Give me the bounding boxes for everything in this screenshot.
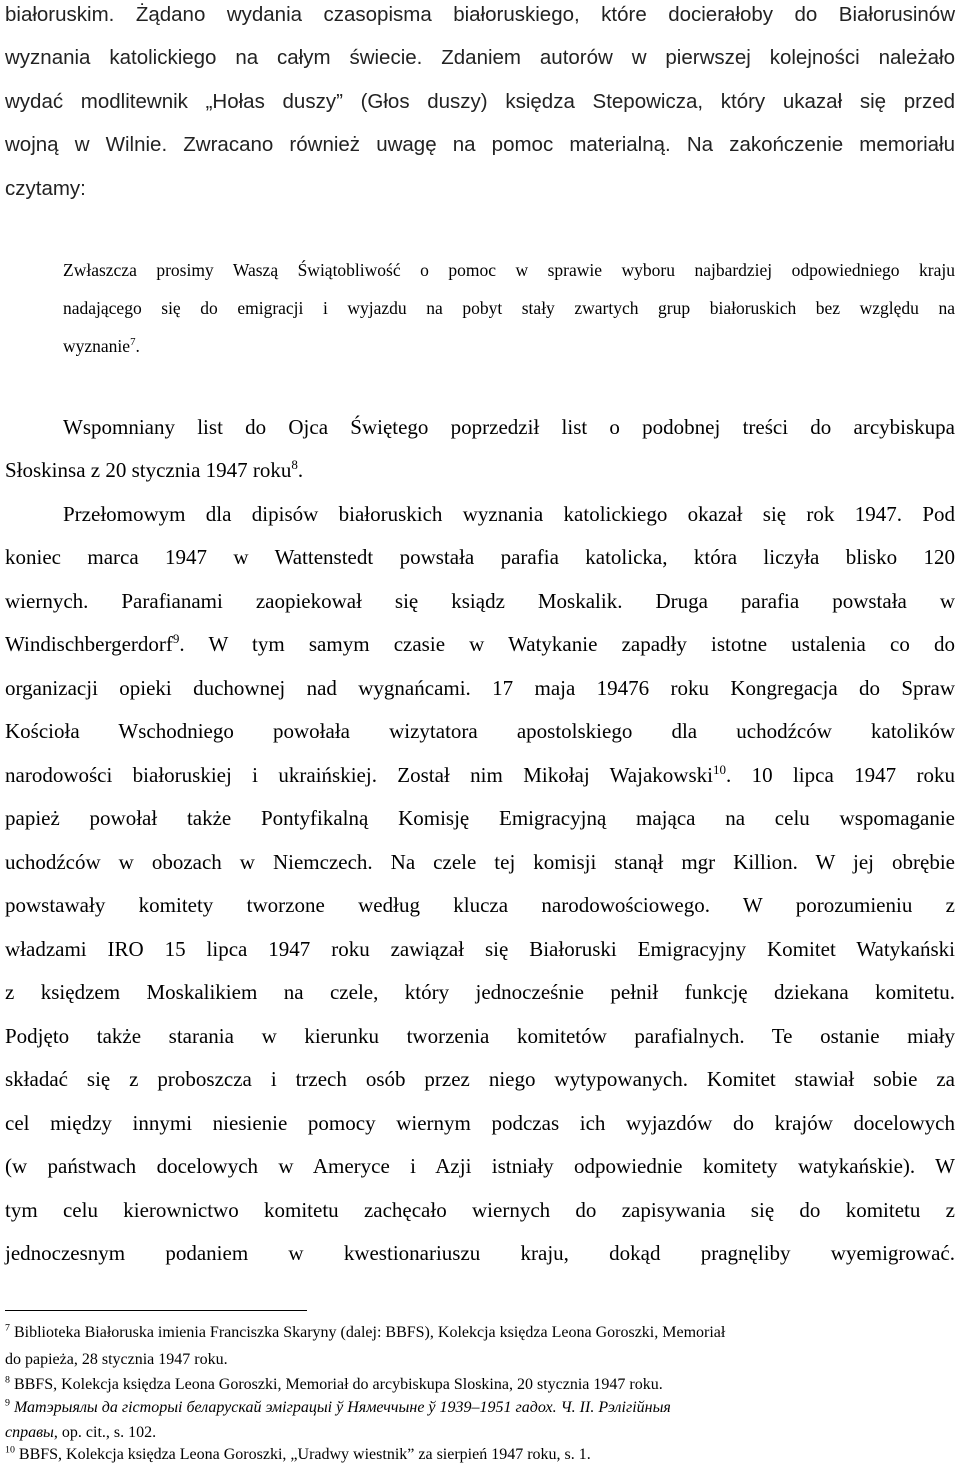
paragraph-3-line: Podjęto także starania w kierunku tworzenia komitetów parafialnych. Te ostanie miały (5, 1024, 955, 1048)
footnote-ref: 7 (130, 336, 136, 349)
footnote-text: Biblioteka Białoruska imienia Franciszka Skaryny (dalej: BBFS), Kolekcja księdza Leona Goroszki, Memoriał (13, 1324, 726, 1341)
footnote-7-continued: do papieża, 28 stycznia 1947 roku. (5, 1351, 228, 1368)
paragraph-3-line: powstawały komitety tworzone według klucza narodowościowego. W porozumieniu z (5, 893, 955, 917)
footnote-text: BBFS, Kolekcja księdza Leona Goroszki, „Uradwy wiestnik” za sierpień 1947 roku, s. 1. (18, 1446, 591, 1463)
footnote-text-italic: справы (5, 1424, 54, 1441)
paragraph-3-line: koniec marca 1947 w Wattenstedt powstała parafia katolicka, która liczyła blisko 120 (5, 545, 955, 569)
paragraph-3-line: (w państwach docelowych w Ameryce i Azji istniały odpowiednie komitety watykańskie). W (5, 1154, 955, 1178)
paragraph-3-line: składać się z proboszcza i trzech osób przez niego wytypowanych. Komitet stawiał sobie za (5, 1067, 955, 1091)
paragraph-1-line: wojną w Wilnie. Zwracano również uwagę na pomoc materialną. Na zakończenie memoriału (5, 133, 955, 156)
quote-end: . (135, 336, 140, 356)
footnote-number: 7 (5, 1322, 10, 1334)
footnote-text: BBFS, Kolekcja księdza Leona Goroszki, Memoriał do arcybiskupa Sloskina, 20 stycznia 1947 roku. (13, 1376, 663, 1393)
text: narodowości białoruskiej i ukraińskiej. Został nim Mikołaj Wajakowski (5, 763, 713, 787)
paragraph-1-line: wydać modlitewnik „Hołas duszy” (Głos duszy) księdza Stepowicza, który ukazał się przed (5, 90, 955, 113)
paragraph-3-line: Kościoła Wschodniego powołała wizytatora apostolskiego dla uchodźców katolików (5, 719, 955, 743)
text: . W tym samym czasie w Watykanie zapadły istotne ustalenia co do (179, 632, 955, 656)
footnote-8 (5, 1376, 955, 1394)
text: . (297, 458, 304, 482)
footnote-9 (5, 1399, 955, 1417)
quote-text: wyznanie (63, 336, 131, 356)
paragraph-3-line: jednoczesnym podaniem w kwestionariuszu kraju, dokąd pragnęliby wyemigrować. (5, 1241, 955, 1265)
footnote-10 (5, 1446, 955, 1464)
paragraph-3-line: papież powołał także Pontyfikalną Komisję Emigracyjną mająca na celu wspomaganie (5, 806, 955, 830)
paragraph-3-line: tym celu kierownictwo komitetu zachęcało wiernych do zapisywania się do komitetu z (5, 1198, 955, 1222)
paragraph-3-line: organizacji opieki duchownej nad wygnańcami. 17 maja 19476 roku Kongregacja do Spraw (5, 676, 955, 700)
footnote-ref: 8 (291, 457, 298, 472)
paragraph-1-line: czytamy: (5, 177, 86, 200)
paragraph-1-line: białoruskim. Żądano wydania czasopisma białoruskiego, które docierałoby do Białorusinów (5, 3, 955, 26)
paragraph-3-line (5, 763, 955, 788)
footnote-separator (5, 1310, 307, 1311)
paragraph-3-line: władzami IRO 15 lipca 1947 roku zawiązał się Białoruski Emigracyjny Komitet Watykański (5, 937, 955, 961)
footnote-text-italic: Матэрыялы да гісторыі беларускай эміграцыі ў Нямеччыне ў 1939–1951 гадох. Ч. II. Рэлігійныя (13, 1399, 671, 1416)
paragraph-1-line: wyznania katolickiego na całym świecie. Zdaniem autorów w pierwszej kolejności należało (5, 46, 955, 69)
footnote-9-continued (5, 1424, 955, 1442)
footnote-7 (5, 1324, 955, 1342)
quote-line (63, 336, 955, 357)
paragraph-3-line: wiernych. Parafianami zaopiekował się ksiądz Moskalik. Druga parafia powstała w (5, 589, 955, 613)
paragraph-3-line: Przełomowym dla dipisów białoruskich wyznania katolickiego okazał się rok 1947. Pod (63, 502, 955, 526)
paragraph-2-line (5, 458, 955, 483)
paragraph-3-line: cel między innymi niesienie pomocy wiernym podczas ich wyjazdów do krajów docelowych (5, 1111, 955, 1135)
paragraph-3-line: z księdzem Moskalikiem na czele, który jednocześnie pełnił funkcję dziekana komitetu. (5, 980, 955, 1004)
footnote-text: , op. cit., s. 102. (53, 1424, 157, 1441)
text: Windischbergerdorf (5, 632, 173, 656)
paragraph-3-line (5, 632, 955, 657)
quote-line: nadającego się do emigracji i wyjazdu na pobyt stały zwartych grup białoruskich bez względu na (63, 298, 955, 318)
footnote-number: 9 (5, 1397, 10, 1409)
footnote-ref: 9 (172, 631, 180, 646)
footnote-number: 10 (5, 1444, 15, 1456)
text: . 10 lipca 1947 roku (725, 763, 955, 787)
text: Słoskinsa z 20 stycznia 1947 roku (5, 458, 292, 482)
footnote-number: 8 (5, 1374, 10, 1386)
footnote-ref: 10 (712, 762, 726, 777)
paragraph-2-line: Wspomniany list do Ojca Świętego poprzedził list o podobnej treści do arcybiskupa (63, 415, 955, 439)
quote-line: Zwłaszcza prosimy Waszą Świątobliwość o pomoc w sprawie wyboru najbardziej odpowiedniego kraju (63, 260, 955, 280)
paragraph-3-line: uchodźców w obozach w Niemczech. Na czele tej komisji stanął mgr Killion. W jej obrębie (5, 850, 955, 874)
